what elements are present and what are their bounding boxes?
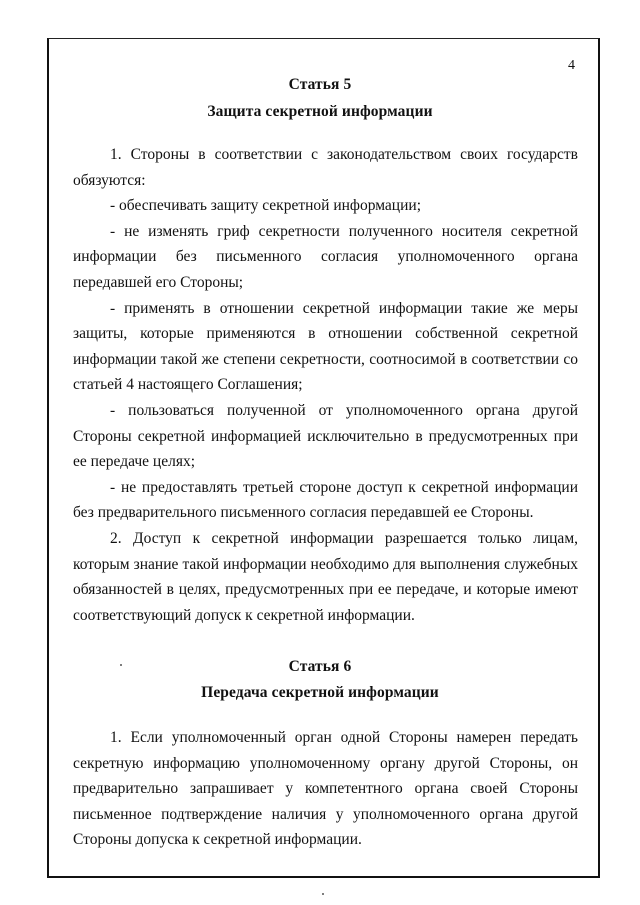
article-5-paragraph-2: 2. Доступ к секретной информации разрешается только лицам, которым знание такой информации необходимо для выполнения служебных обязанностей в целях, предусмотренных при ее передаче, и которые имеют соответствующий допуск к секретной информации.: [73, 529, 578, 624]
article-5-bullet-5: - не предоставлять третьей стороне доступ к секретной информации без предварительного письменного согласия передавшей ее Стороны.: [73, 478, 578, 522]
article-5-paragraph-1: 1. Стороны в соответствии с законодательством своих государств обязуются:: [73, 146, 578, 189]
article-5-bullet-2: - не изменять гриф секретности полученного носителя секретной информации без письменного согласия уполномоченного органа передавшей его Стороны;: [73, 222, 578, 291]
article-6-title: Статья 6: [288, 658, 352, 675]
article-5-bullet-1: - обеспечивать защиту секретной информации;: [110, 197, 421, 215]
scan-speck: [322, 893, 324, 895]
article-5-bullet-4: - пользоваться полученной от уполномоченного органа другой Стороны секретной информацией исключительно в предусмотренных при ее передаче целях;: [73, 401, 578, 471]
article-6-body: [73, 725, 578, 853]
article-5-title: Статья 5: [288, 76, 352, 93]
article-5-bullet-3: - применять в отношении секретной информации такие же меры защиты, которые применяются в отношении собственной секретной информации такой же степени секретности, соотносимой в соответствии со статьей 4 настоящего Соглашения;: [73, 299, 578, 394]
page-number: 4: [568, 58, 575, 73]
article-6-paragraph-1: 1. Если уполномоченный орган одной Стороны намерен передать секретную информацию уполномоченному органу другой Стороны, он предварительно запрашивает у компетентного органа своей Стороны письменное подтверждение наличия у уполномоченного органа другой Стороны допуска к секретной информации.: [73, 729, 578, 849]
article-5-subtitle: Защита секретной информации: [207, 103, 433, 120]
article-6-subtitle: Передача секретной информации: [201, 684, 439, 701]
article-5-body: [73, 142, 578, 628]
scan-speck: [120, 664, 122, 666]
